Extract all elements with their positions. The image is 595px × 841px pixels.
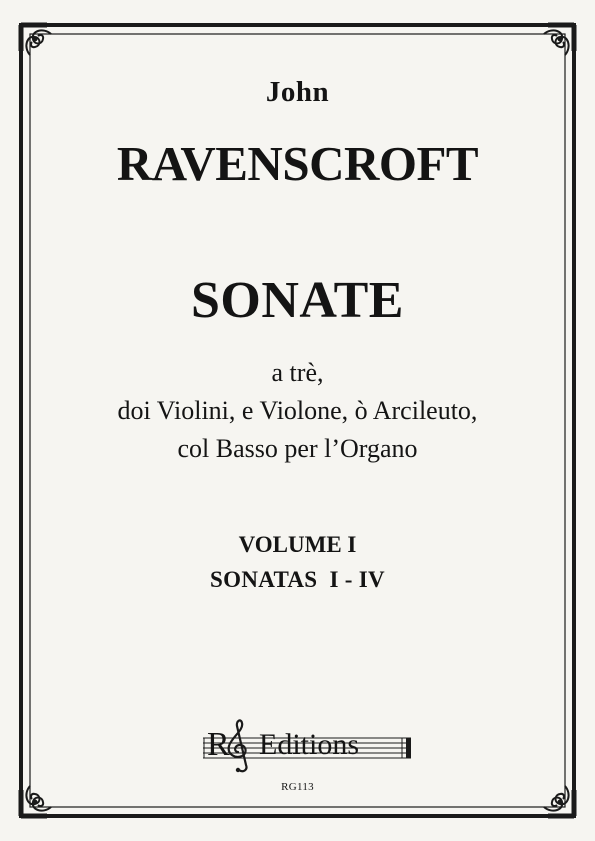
- corner-ornament-top-left: [21, 25, 51, 55]
- contents-label: SONATAS I - IV: [210, 567, 385, 592]
- subtitle-line-1: a trè,: [271, 358, 324, 387]
- catalog-number: RG113: [281, 781, 314, 793]
- composer-last-name: RAVENSCROFT: [116, 136, 479, 191]
- publisher-logo: [203, 718, 415, 776]
- subtitle-line-3: col Basso per l’Organo: [177, 434, 418, 463]
- publisher-letter: R: [207, 726, 230, 763]
- composer-first-name: John: [265, 76, 330, 108]
- final-barline: [406, 738, 411, 758]
- publisher-name: Editions: [259, 728, 360, 761]
- work-title: SONATE: [191, 272, 404, 329]
- treble-clef-icon: [229, 720, 247, 772]
- subtitle-line-2: doi Violini, e Violone, ò Arcileuto,: [117, 396, 478, 425]
- corner-ornament-top-right: [544, 25, 574, 55]
- volume-label: VOLUME I: [238, 532, 357, 557]
